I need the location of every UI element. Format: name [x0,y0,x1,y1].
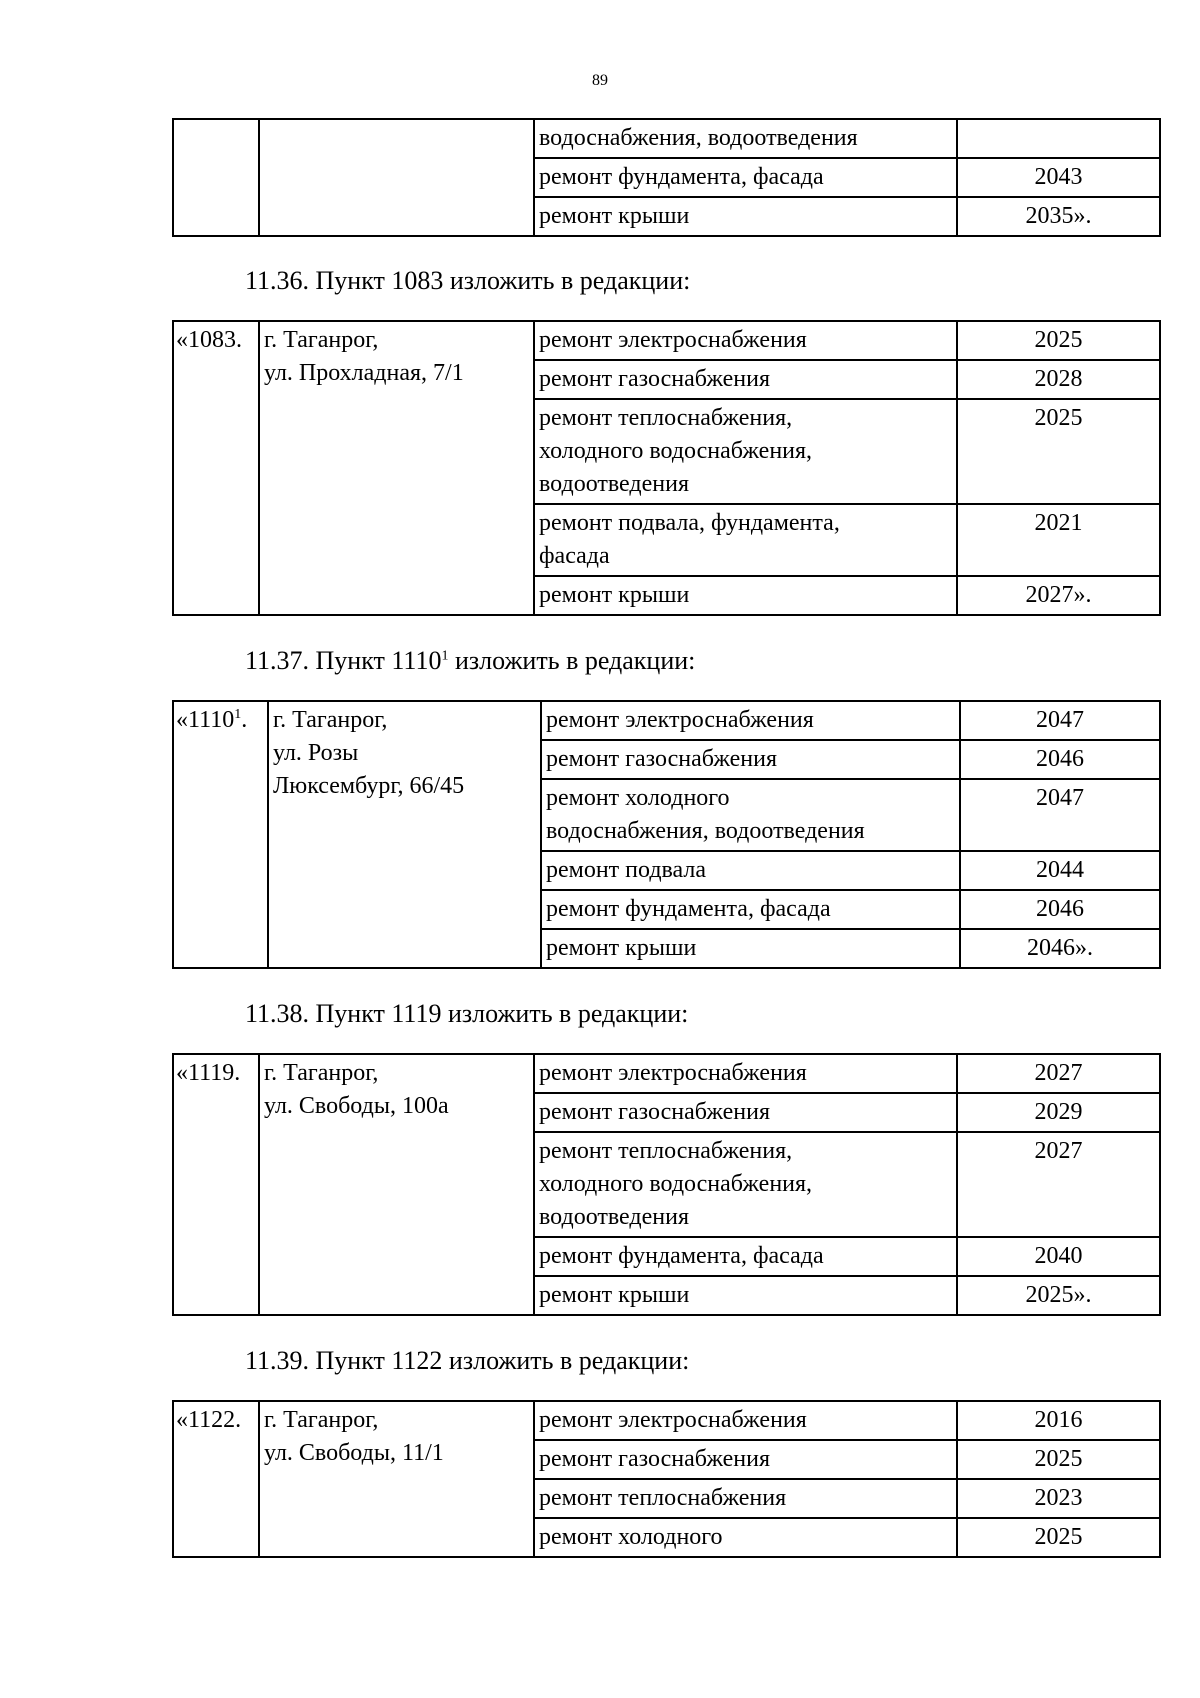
work-line: фасада [539,543,610,569]
year-cell: 2044 [960,851,1160,890]
year-cell: 2027». [957,576,1160,615]
table-row [173,119,1160,158]
work-cell [534,1440,957,1479]
address-line: ул. Розы [273,740,359,766]
year-cell: 2046 [960,740,1160,779]
work-cell [534,1479,957,1518]
heading-superscript: 1 [441,648,449,664]
work-cell: водоснабжения, водоотведения [534,119,957,158]
heading-text: изложить в редакции: [448,646,696,675]
item-number-superscript: 1 [234,707,242,722]
heading-text: 11.37. Пункт 1110 [245,646,442,675]
work-cell [534,1132,957,1237]
work-line: ремонт фундамента, фасада [546,896,831,922]
work-line: ремонт крыши [539,1282,690,1308]
year-cell: 2023 [957,1479,1160,1518]
item-table-1110-1 [172,700,1161,969]
year-cell: 2046 [960,890,1160,929]
work-line: ремонт подвала [546,857,707,883]
work-line: ремонт газоснабжения [539,366,771,392]
item-number: «1122. [173,1401,259,1557]
work-cell [541,701,960,740]
item-table-1119 [172,1053,1161,1316]
work-line: ремонт теплоснабжения, [539,405,793,431]
item-number-text: . [241,707,248,733]
work-line: ремонт электроснабжения [539,327,807,353]
year-cell: 2027 [957,1054,1160,1093]
year-cell: 2025 [957,321,1160,360]
work-line: холодного водоснабжения, [539,438,813,464]
work-cell [541,740,960,779]
section-heading [245,644,695,678]
work-line: водоотведения [539,471,689,497]
address-line: г. Таганрог, [264,1060,379,1086]
year-cell: 2025 [957,1518,1160,1557]
year-cell: 2021 [957,504,1160,576]
table-row [173,701,1160,740]
item-number-text: «1110 [176,707,235,733]
page-number: 89 [592,72,608,89]
year-cell: 2028 [957,360,1160,399]
work-line: ремонт газоснабжения [546,746,778,772]
address [268,701,541,968]
work-cell [534,1093,957,1132]
work-line: ремонт газоснабжения [539,1099,771,1125]
work-line: ремонт электроснабжения [539,1060,807,1086]
work-cell [541,929,960,968]
item-number [173,701,268,968]
item-number-cell [173,119,259,236]
address-line: г. Таганрог, [264,1407,379,1433]
work-line: ремонт холодного [539,1524,723,1550]
work-cell [534,504,957,576]
address-cell [259,119,534,236]
work-cell [534,1401,957,1440]
work-line: водоснабжения, водоотведения [546,818,865,844]
year-cell: 2040 [957,1237,1160,1276]
address-line: ул. Свободы, 100а [264,1093,449,1119]
work-cell [541,890,960,929]
work-line: ремонт электроснабжения [539,1407,807,1433]
work-cell [534,321,957,360]
table-row [173,321,1160,360]
address [259,1401,534,1557]
work-line: ремонт подвала, фундамента, [539,510,840,536]
item-number: «1119. [173,1054,259,1315]
work-cell: ремонт фундамента, фасада [534,158,957,197]
work-cell [534,360,957,399]
work-cell [541,851,960,890]
item-table-1122 [172,1400,1161,1558]
year-cell [957,119,1160,158]
work-cell [534,1276,957,1315]
address [259,1054,534,1315]
work-cell [534,1054,957,1093]
work-line: ремонт теплоснабжения, [539,1138,793,1164]
table-row [173,1054,1160,1093]
address-line: ул. Прохладная, 7/1 [264,360,464,386]
continuation-table [172,118,1161,237]
year-cell: 2027 [957,1132,1160,1237]
address-line: г. Таганрог, [273,707,388,733]
year-cell: 2025 [957,1440,1160,1479]
table-row [173,1401,1160,1440]
work-cell [534,399,957,504]
item-number: «1083. [173,321,259,615]
work-cell [534,1518,957,1557]
year-cell: 2029 [957,1093,1160,1132]
year-cell: 2043 [957,158,1160,197]
work-line: ремонт фундамента, фасада [539,1243,824,1269]
year-cell: 2047 [960,779,1160,851]
address-line: Люксембург, 66/45 [273,773,465,799]
item-table-1083 [172,320,1161,616]
work-line: ремонт крыши [546,935,697,961]
section-heading: 11.36. Пункт 1083 изложить в редакции: [245,266,691,295]
work-line: холодного водоснабжения, [539,1171,813,1197]
year-cell: 2025 [957,399,1160,504]
work-cell: ремонт крыши [534,197,957,236]
work-line: ремонт электроснабжения [546,707,814,733]
work-line: ремонт холодного [546,785,730,811]
year-cell: 2046». [960,929,1160,968]
work-line: ремонт газоснабжения [539,1446,771,1472]
work-cell [534,1237,957,1276]
section-heading: 11.38. Пункт 1119 изложить в редакции: [245,999,689,1028]
work-line: ремонт крыши [539,582,690,608]
year-cell: 2025». [957,1276,1160,1315]
year-cell: 2016 [957,1401,1160,1440]
work-line: водоотведения [539,1204,689,1230]
year-cell: 2047 [960,701,1160,740]
address-line: ул. Свободы, 11/1 [264,1440,444,1466]
work-cell [541,779,960,851]
section-heading: 11.39. Пункт 1122 изложить в редакции: [245,1346,690,1375]
year-cell: 2035». [957,197,1160,236]
address-line: г. Таганрог, [264,327,379,353]
work-cell [534,576,957,615]
address [259,321,534,615]
work-line: ремонт теплоснабжения [539,1485,787,1511]
